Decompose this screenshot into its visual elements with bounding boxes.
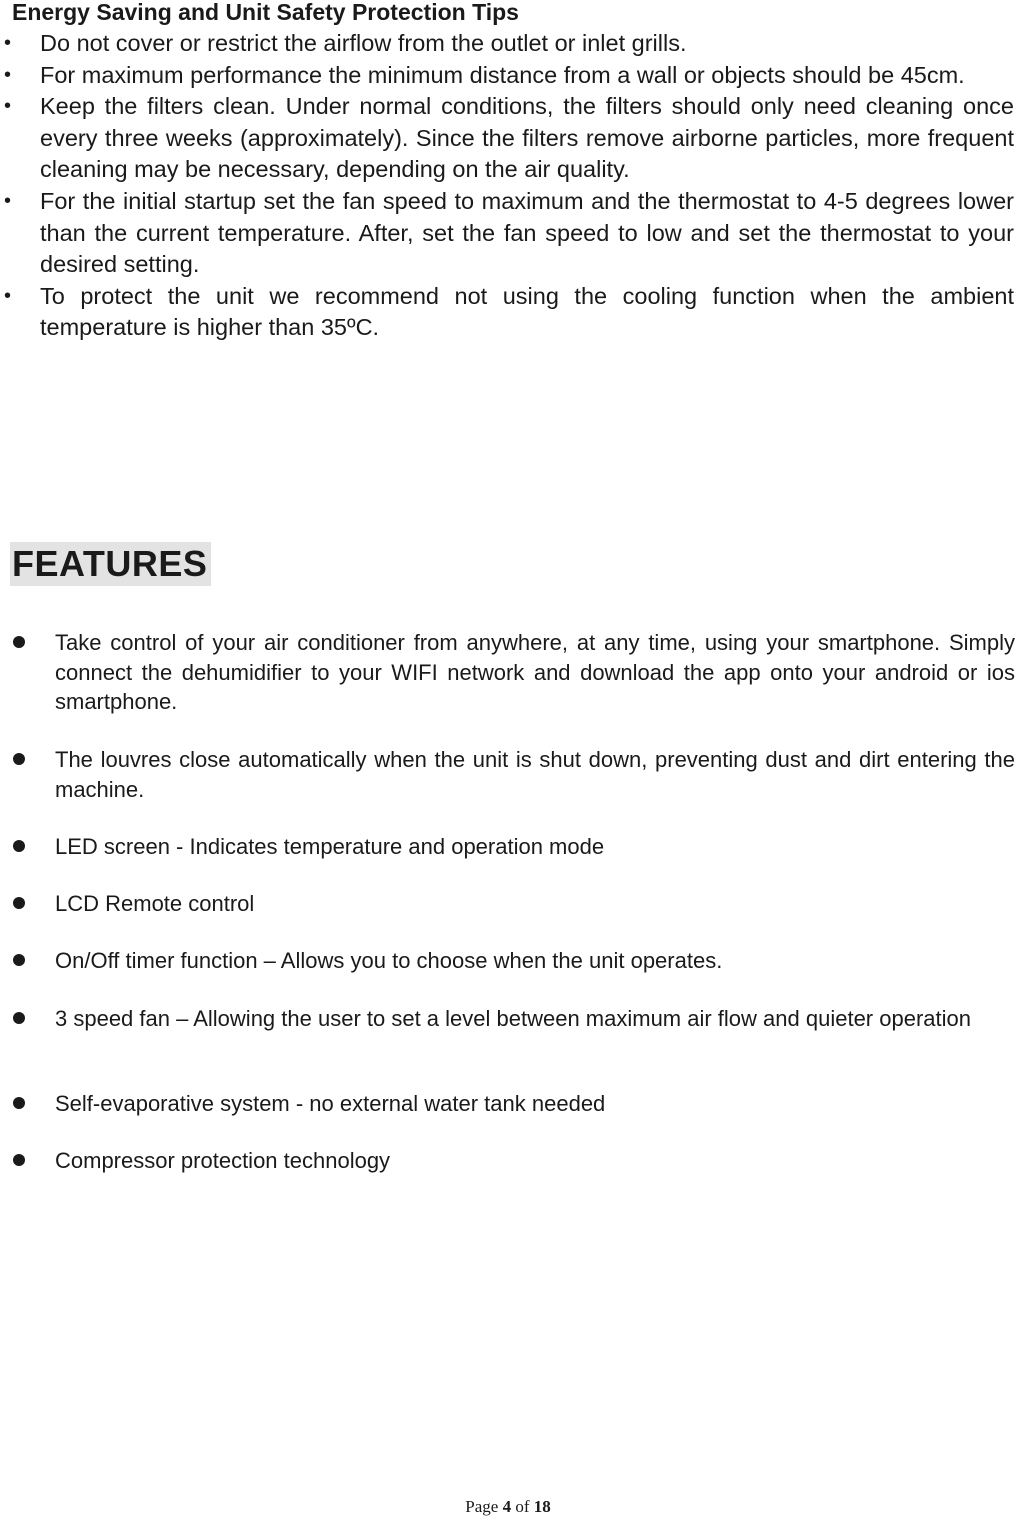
bullet-icon: • (4, 95, 12, 118)
page-total: 18 (533, 1497, 551, 1516)
feature-text: Compressor protection technology (55, 1148, 391, 1173)
bullet-dot-icon (13, 840, 25, 852)
bullet-dot-icon (13, 1012, 25, 1024)
feature-text: LED screen - Indicates temperature and operation mode (55, 834, 605, 859)
page-label: Page (465, 1497, 499, 1516)
feature-text: On/Off timer function – Allows you to choose when the unit operates. (55, 948, 723, 973)
tip-item (0, 28, 1016, 60)
bullet-icon: • (4, 284, 12, 307)
bullet-icon: • (4, 32, 12, 54)
page-of-label: of (515, 1497, 530, 1516)
tip-item (0, 186, 1016, 281)
tip-text: To protect the unit we recommend not using the cooling function when the ambient temperature is higher than 35ºC. (40, 282, 1014, 341)
bullet-icon: • (4, 63, 12, 86)
tip-item (0, 60, 1016, 92)
tips-title: Energy Saving and Unit Safety Protection Tips (12, 0, 519, 25)
tip-text: For the initial startup set the fan speed to maximum and the thermostat to 4-5 degrees lower than the current temperature. After, set the fan speed to low and set the thermostat to your desired setting. (40, 187, 1014, 278)
bullet-icon: • (4, 189, 12, 212)
bullet-dot-icon (13, 1097, 25, 1109)
tip-text: Do not cover or restrict the airflow from the outlet or inlet grills. (40, 30, 687, 56)
bullet-dot-icon (13, 1154, 25, 1166)
feature-text: LCD Remote control (55, 891, 255, 916)
feature-text: Take control of your air conditioner from anywhere, at any time, using your smartphone. Simply connect the dehumidifier to your WIFI network and download the app onto your android or ios smartphone. (55, 630, 1015, 714)
page-number: 4 (502, 1497, 512, 1516)
feature-text: Self-evaporative system - no external water tank needed (55, 1091, 606, 1116)
bullet-dot-icon (13, 753, 25, 765)
page-footer (0, 1497, 1016, 1517)
bullet-dot-icon (13, 954, 25, 966)
bullet-dot-icon (13, 897, 25, 909)
tip-text: For maximum performance the minimum distance from a wall or objects should be 45cm. (40, 61, 965, 88)
features-heading: FEATURES (10, 542, 211, 586)
feature-text: The louvres close automatically when the unit is shut down, preventing dust and dirt entering the machine. (55, 747, 1015, 802)
tips-list (0, 28, 1016, 344)
feature-text: 3 speed fan – Allowing the user to set a level between maximum air flow and quieter operation (55, 1006, 971, 1031)
bullet-dot-icon (13, 636, 25, 648)
tip-text: Keep the filters clean. Under normal conditions, the filters should only need cleaning once every three weeks (approximately). Since the filters remove airborne particles, more frequent cleaning may be necessary, depending on the air quality. (40, 93, 1014, 183)
tip-item (0, 281, 1016, 344)
tip-item (0, 91, 1016, 186)
